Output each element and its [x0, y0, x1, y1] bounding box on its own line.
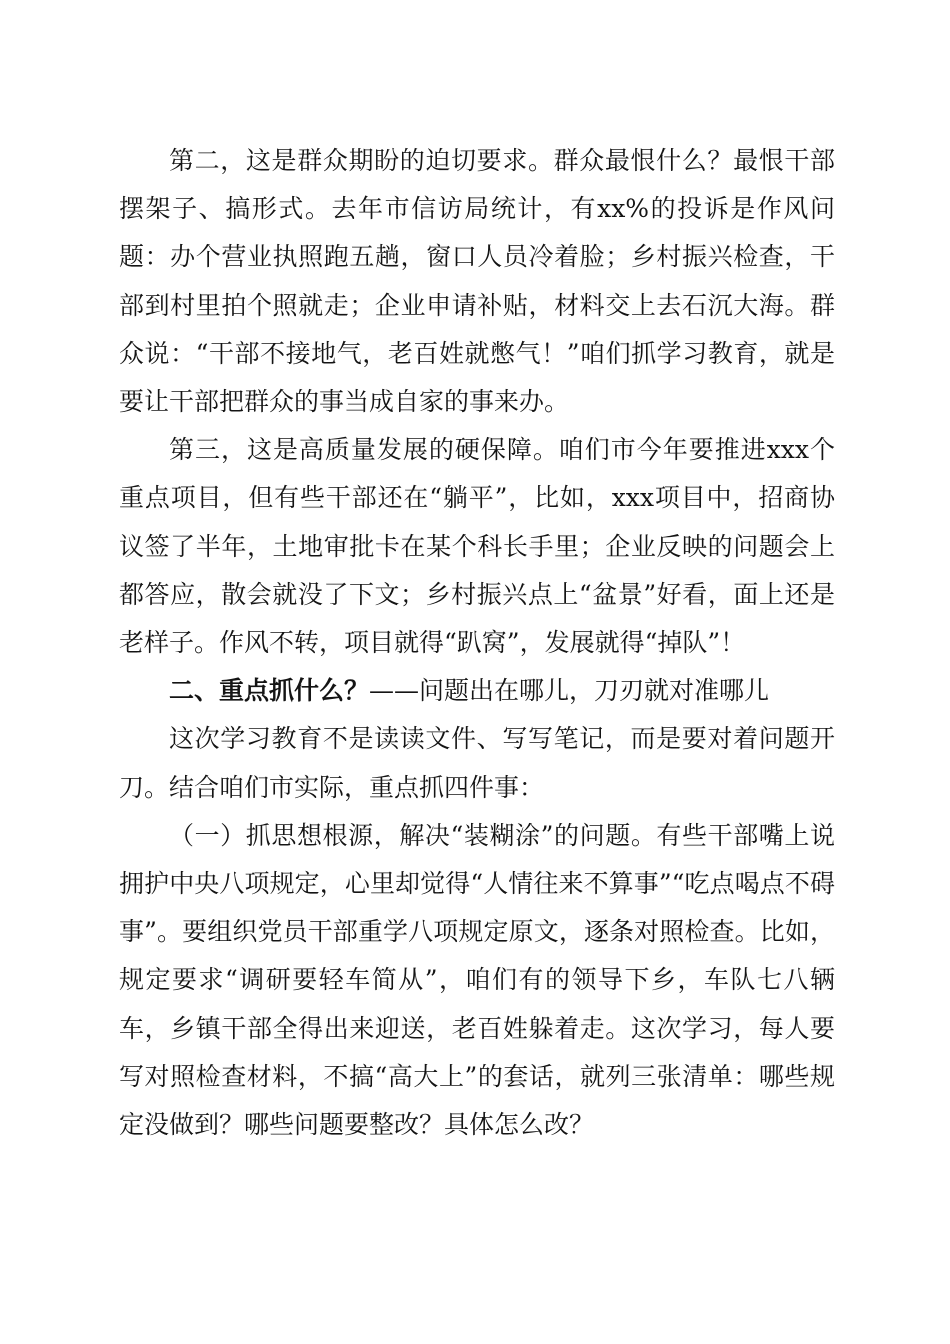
paragraph-high-quality-development: 第三，这是高质量发展的硬保障。咱们市今年要推进xxx个重点项目，但有些干部还在“躺平”，比如，xxx项目中，招商协议签了半年，土地审批卡在某个科长手里；企业反映的问题会上都答应，散会就没了下文；乡村振兴点上“盆景”好看，面上还是老样子。作风不转，项目就得“趴窝”，发展就得“掉队”！ [119, 435, 835, 658]
paragraph-intro-four-tasks: 这次学习教育不是读读文件、写写笔记，而是要对着问题开刀。结合咱们市实际，重点抓四件事： [119, 724, 835, 802]
section-heading-subtitle: ——问题出在哪儿，刀刃就对准哪儿 [369, 676, 770, 706]
section-heading-bold: 二、重点抓什么？ [169, 676, 370, 706]
paragraph-urgent-demand: 第二，这是群众期盼的迫切要求。群众最恨什么？最恨干部摆架子、搞形式。去年市信访局统计，有xx%的投诉是作风问题：办个营业执照跑五趟，窗口人员冷着脸；乡村振兴检查，干部到村里拍个照就走；企业申请补贴，材料交上去石沉大海。群众说：“干部不接地气，老百姓就憋气！”咱们抓学习教育，就是要让干部把群众的事当成自家的事来办。 [119, 146, 835, 417]
section-heading-key-focus [119, 667, 835, 715]
paragraph-ideological-roots: （一）抓思想根源，解决“装糊涂”的问题。有些干部嘴上说拥护中央八项规定，心里却觉得“人情往来不算事”“吃点喝点不碍事”。要组织党员干部重学八项规定原文，逐条对照检查。比如，规定要求“调研要轻车简从”，咱们有的领导下乡，车队七八辆车，乡镇干部全得出来迎送，老百姓躲着走。这次学习，每人要写对照检查材料，不搞“高大上”的套话，就列三张清单：哪些规定没做到？哪些问题要整改？具体怎么改？ [119, 820, 835, 1140]
document-body [119, 137, 835, 1149]
